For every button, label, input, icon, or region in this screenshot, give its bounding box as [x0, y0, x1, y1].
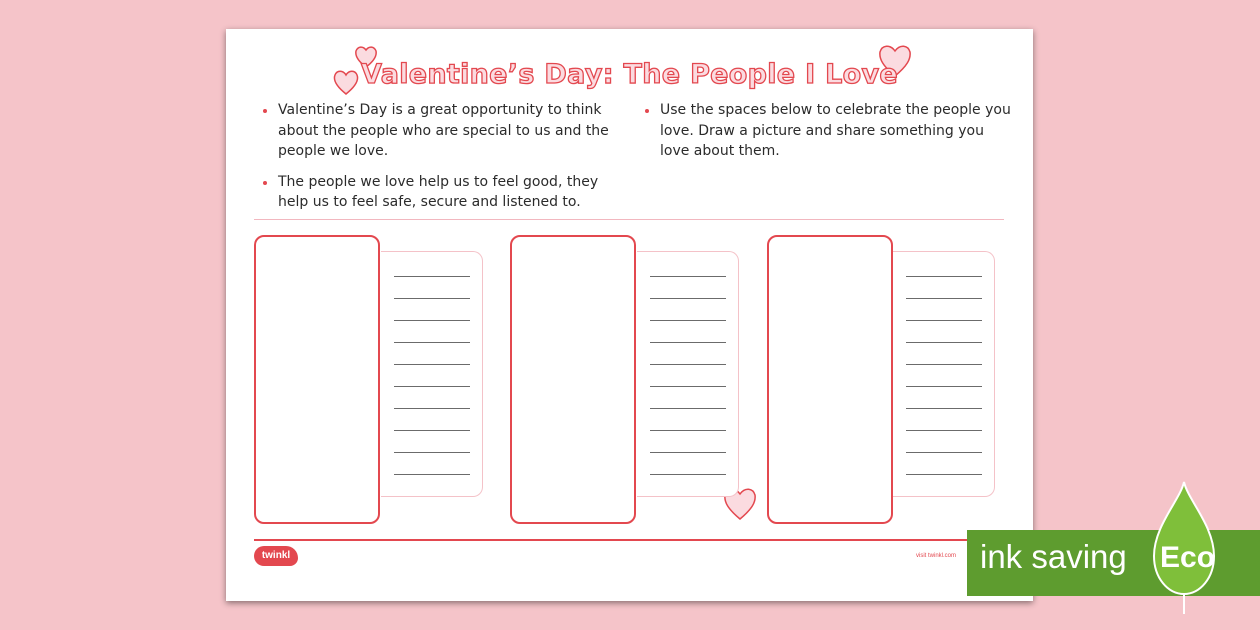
writing-line — [394, 452, 470, 453]
writing-line — [394, 430, 470, 431]
writing-line — [394, 474, 470, 475]
writing-line — [906, 320, 982, 321]
writing-area[interactable] — [893, 251, 995, 497]
writing-line — [394, 408, 470, 409]
page-title: Valentine’s Day: The People I Love — [360, 59, 899, 90]
footer-divider — [254, 539, 1006, 541]
divider — [254, 219, 1004, 220]
twinkl-logo: twinkl — [254, 546, 298, 566]
writing-line — [650, 474, 726, 475]
writing-line — [394, 320, 470, 321]
intro-left — [260, 100, 620, 223]
writing-line — [394, 364, 470, 365]
ink-saving-label: ink saving — [980, 538, 1127, 575]
drawing-frame[interactable] — [510, 235, 636, 524]
writing-line — [650, 364, 726, 365]
writing-line — [394, 386, 470, 387]
writing-line — [906, 364, 982, 365]
writing-line — [650, 276, 726, 277]
worksheet-page — [226, 29, 1033, 601]
drawing-frame[interactable] — [767, 235, 893, 524]
writing-line — [906, 342, 982, 343]
writing-line — [906, 386, 982, 387]
writing-line — [650, 452, 726, 453]
drawing-frame[interactable] — [254, 235, 380, 524]
visit-link[interactable]: visit twinkl.com — [916, 553, 957, 559]
writing-area[interactable] — [381, 251, 483, 497]
writing-line — [906, 474, 982, 475]
bullet-item: Valentine’s Day is a great opportunity to think about the people who are special to us and the people we love. — [260, 100, 620, 162]
writing-line — [650, 408, 726, 409]
writing-line — [650, 342, 726, 343]
writing-line — [650, 430, 726, 431]
writing-line — [650, 298, 726, 299]
writing-line — [906, 408, 982, 409]
writing-line — [906, 452, 982, 453]
writing-line — [394, 342, 470, 343]
writing-line — [906, 298, 982, 299]
writing-line — [394, 298, 470, 299]
writing-line — [650, 386, 726, 387]
writing-line — [394, 276, 470, 277]
writing-line — [906, 430, 982, 431]
bullet-item: The people we love help us to feel good, they help us to feel safe, secure and listened to. — [260, 172, 620, 213]
writing-area[interactable] — [637, 251, 739, 497]
eco-label: Eco — [1160, 541, 1216, 574]
bullet-item: Use the spaces below to celebrate the people you love. Draw a picture and share something you love about them. — [642, 100, 1012, 162]
writing-line — [650, 320, 726, 321]
writing-line — [906, 276, 982, 277]
intro-right — [642, 100, 1012, 172]
